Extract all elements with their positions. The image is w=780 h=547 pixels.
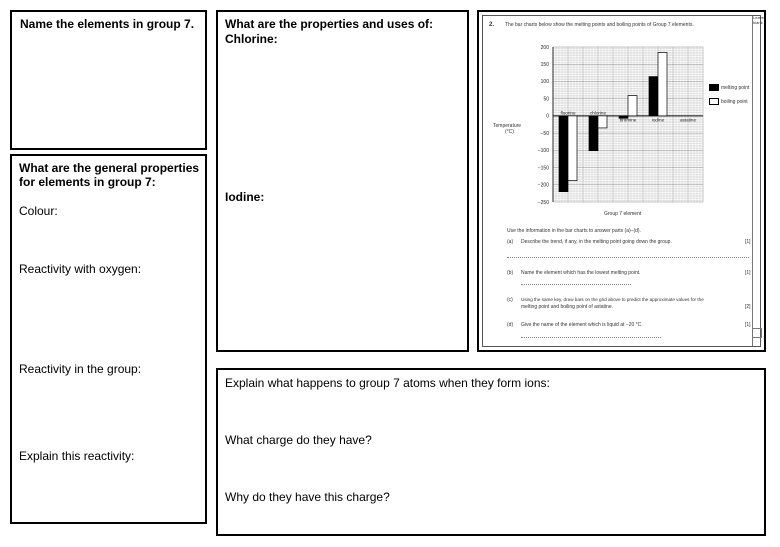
bar-melting-point-iodine	[649, 77, 658, 116]
question-intro: The bar charts below show the melting points and boiling points of Group 7 elements.	[505, 22, 694, 28]
legend-melting-label: melting point	[721, 85, 750, 91]
qa-marks: [1]	[745, 239, 751, 245]
chart-xlabel: Group 7 element	[604, 211, 642, 217]
y-tick-label: −150	[537, 165, 549, 172]
ions-explain-prompt: Explain what happens to group 7 atoms when they form ions:	[225, 376, 550, 390]
qb-marks: [1]	[745, 270, 751, 276]
y-tick-label: −100	[537, 148, 549, 155]
margin-mark-box	[752, 328, 762, 338]
margin-label: Leave blank	[753, 15, 764, 25]
properties-uses-heading: What are the properties and uses of:	[225, 17, 434, 31]
general-properties-heading-line1: What are the general properties	[19, 161, 200, 175]
reactivity-oxygen-label: Reactivity with oxygen:	[19, 262, 142, 276]
general-properties-box	[10, 154, 207, 524]
melting-boiling-chart	[483, 16, 762, 231]
legend-boiling-swatch	[709, 98, 719, 105]
question-number: 2.	[489, 22, 495, 28]
iodine-label: Iodine:	[225, 190, 265, 204]
category-label: astatine	[679, 117, 697, 123]
qb-text: Name the element which has the lowest melting point.	[521, 270, 641, 276]
ions-why-prompt: Why do they have this charge?	[225, 490, 390, 504]
y-tick-label: 200	[540, 44, 549, 51]
qc-label: (c)	[507, 297, 513, 303]
ylabel-line1: Temperature	[493, 123, 522, 129]
bar-melting-point-fluorine	[559, 116, 568, 192]
chlorine-label: Chlorine:	[225, 32, 278, 46]
qa-answer-line	[507, 257, 749, 258]
colour-label: Colour:	[19, 204, 58, 218]
qd-answer-line	[521, 337, 661, 338]
qb-label: (b)	[507, 270, 514, 276]
group7-names-question: Name the elements in group 7.	[20, 17, 195, 31]
qc-text-line2: melting point and boiling point of astatine.	[521, 304, 614, 310]
bar-boiling-point-bromine	[628, 96, 637, 116]
y-tick-label: −200	[537, 182, 549, 189]
qc-marks: [2]	[745, 304, 751, 310]
use-info-text: Use the information in the bar charts to answer parts (a)–(d).	[507, 228, 641, 234]
general-properties-heading-line2: for elements in group 7:	[19, 175, 156, 189]
category-label: fluorine	[560, 110, 576, 116]
legend-boiling-label: boiling point	[721, 99, 748, 105]
y-tick-label: −50	[540, 130, 549, 137]
bar-boiling-point-fluorine	[568, 116, 577, 181]
bar-boiling-point-chlorine	[598, 116, 607, 128]
qd-text: Give the name of the element which is liquid at −20 °C.	[521, 322, 643, 328]
qb-answer-line	[521, 284, 631, 285]
bar-boiling-point-iodine	[658, 53, 667, 116]
qa-text: Describe the trend, if any, in the melting point going down the group.	[521, 239, 672, 245]
qc-text-line1: Using the same key, draw bars on the grid above to predict the approximate values for the	[521, 297, 704, 302]
exam-question-box	[477, 10, 766, 352]
bar-melting-point-chlorine	[589, 116, 598, 151]
y-tick-label: 100	[540, 79, 549, 86]
y-tick-label: 50	[543, 96, 549, 103]
ions-box	[216, 368, 766, 536]
qd-label: (d)	[507, 322, 514, 328]
reactivity-group-label: Reactivity in the group:	[19, 362, 142, 376]
legend-melting-swatch	[709, 84, 719, 91]
group7-names-box	[10, 10, 207, 150]
qa-label: (a)	[507, 239, 514, 245]
category-label: iodine	[651, 117, 665, 123]
y-tick-label: 0	[546, 113, 549, 120]
ions-charge-prompt: What charge do they have?	[225, 433, 372, 447]
explain-reactivity-label: Explain this reactivity:	[19, 449, 135, 463]
ylabel-line2: (°C)	[505, 129, 514, 135]
y-tick-label: −250	[537, 199, 549, 206]
category-label: chlorine	[589, 110, 607, 116]
properties-uses-box	[216, 10, 469, 352]
category-label: bromine	[619, 117, 637, 123]
qd-marks: [1]	[745, 322, 751, 328]
y-tick-label: 150	[540, 62, 549, 69]
exam-page-frame	[482, 15, 764, 347]
